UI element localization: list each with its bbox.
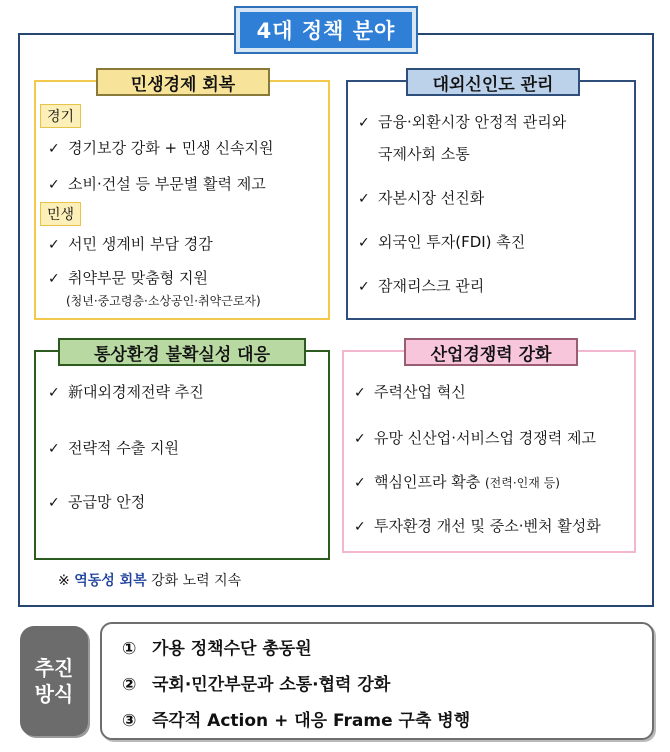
check-icon: ✓ <box>358 235 370 251</box>
list-item: ✓ 경기보강 강화 + 민생 신속지원 <box>48 139 274 157</box>
check-icon: ✓ <box>48 271 60 287</box>
method-label-badge <box>20 626 88 736</box>
item-subtext: (청년·중고령층·소상공인·취약근로자) <box>66 294 261 308</box>
check-icon: ✓ <box>358 191 370 207</box>
panel-trade-uncertainty <box>34 344 330 560</box>
main-title: 4대 정책 분야 <box>236 8 416 52</box>
check-icon: ✓ <box>48 141 60 157</box>
method-label-line2: 방식 <box>34 682 74 706</box>
check-icon: ✓ <box>48 385 60 401</box>
list-item: ✓ 자본시장 선진화 <box>358 189 485 207</box>
list-item: ✓ 新대외경제전략 추진 <box>48 383 204 401</box>
note-text: 강화 노력 지속 <box>146 573 242 589</box>
tag-economy: 경기 <box>40 104 81 128</box>
check-icon: ✓ <box>354 519 366 535</box>
method-item: ① 가용 정책수단 총동원 <box>122 639 312 659</box>
list-item: ✓ 외국인 투자(FDI) 촉진 <box>358 233 526 251</box>
method-item: ② 국회·민간부문과 소통·협력 강화 <box>122 675 391 695</box>
check-icon: ✓ <box>358 279 370 295</box>
tag-livelihood: 민생 <box>40 202 81 226</box>
list-item-continued: 국제사회 소통 <box>378 145 470 163</box>
panel-title-external: 대외신인도 관리 <box>406 68 580 96</box>
number-marker: ② <box>122 675 137 695</box>
list-item: ✓ 주력산업 혁신 <box>354 383 466 401</box>
panel-title-industry: 산업경쟁력 강화 <box>404 338 578 366</box>
list-item: ✓ 잠재리스크 관리 <box>358 277 485 295</box>
list-item: ✓ 소비·건설 등 부문별 활력 제고 <box>48 175 266 193</box>
number-marker: ③ <box>122 711 137 731</box>
list-item: ✓ 투자환경 개선 및 중소·벤처 활성화 <box>354 517 601 535</box>
footnote <box>58 570 241 590</box>
check-icon: ✓ <box>48 441 60 457</box>
list-item: ✓ 핵심인프라 확충 (전력·인재 등) <box>354 473 560 491</box>
check-icon: ✓ <box>354 431 366 447</box>
item-subtext: (전력·인재 등) <box>484 476 560 490</box>
check-icon: ✓ <box>48 177 60 193</box>
check-icon: ✓ <box>358 115 370 131</box>
panel-external-credibility <box>346 74 636 320</box>
list-item: ✓ 금융·외환시장 안정적 관리와 <box>358 113 567 131</box>
list-item: ✓ 취약부문 맞춤형 지원 <box>48 269 208 287</box>
check-icon: ✓ <box>354 385 366 401</box>
list-item: ✓ 서민 생계비 부담 경감 <box>48 235 213 253</box>
method-item: ③ 즉각적 Action + 대응 Frame 구축 병행 <box>122 711 471 731</box>
panel-title-trade: 통상환경 불확실성 대응 <box>58 338 306 366</box>
reference-mark: ※ <box>58 573 70 589</box>
check-icon: ✓ <box>354 475 366 491</box>
note-highlight: 역동성 회복 <box>74 573 147 589</box>
number-marker: ① <box>122 639 137 659</box>
list-item: ✓ 유망 신산업·서비스업 경쟁력 제고 <box>354 429 596 447</box>
panel-industrial-competitiveness <box>342 344 636 553</box>
panel-title-livelihood: 민생경제 회복 <box>96 68 270 96</box>
list-item: ✓ 공급망 안정 <box>48 493 146 511</box>
panel-livelihood-economy <box>34 74 330 320</box>
method-list-box <box>100 622 654 740</box>
check-icon: ✓ <box>48 237 60 253</box>
list-item: ✓ 전략적 수출 지원 <box>48 439 179 457</box>
method-label-line1: 추진 <box>34 656 74 680</box>
check-icon: ✓ <box>48 495 60 511</box>
